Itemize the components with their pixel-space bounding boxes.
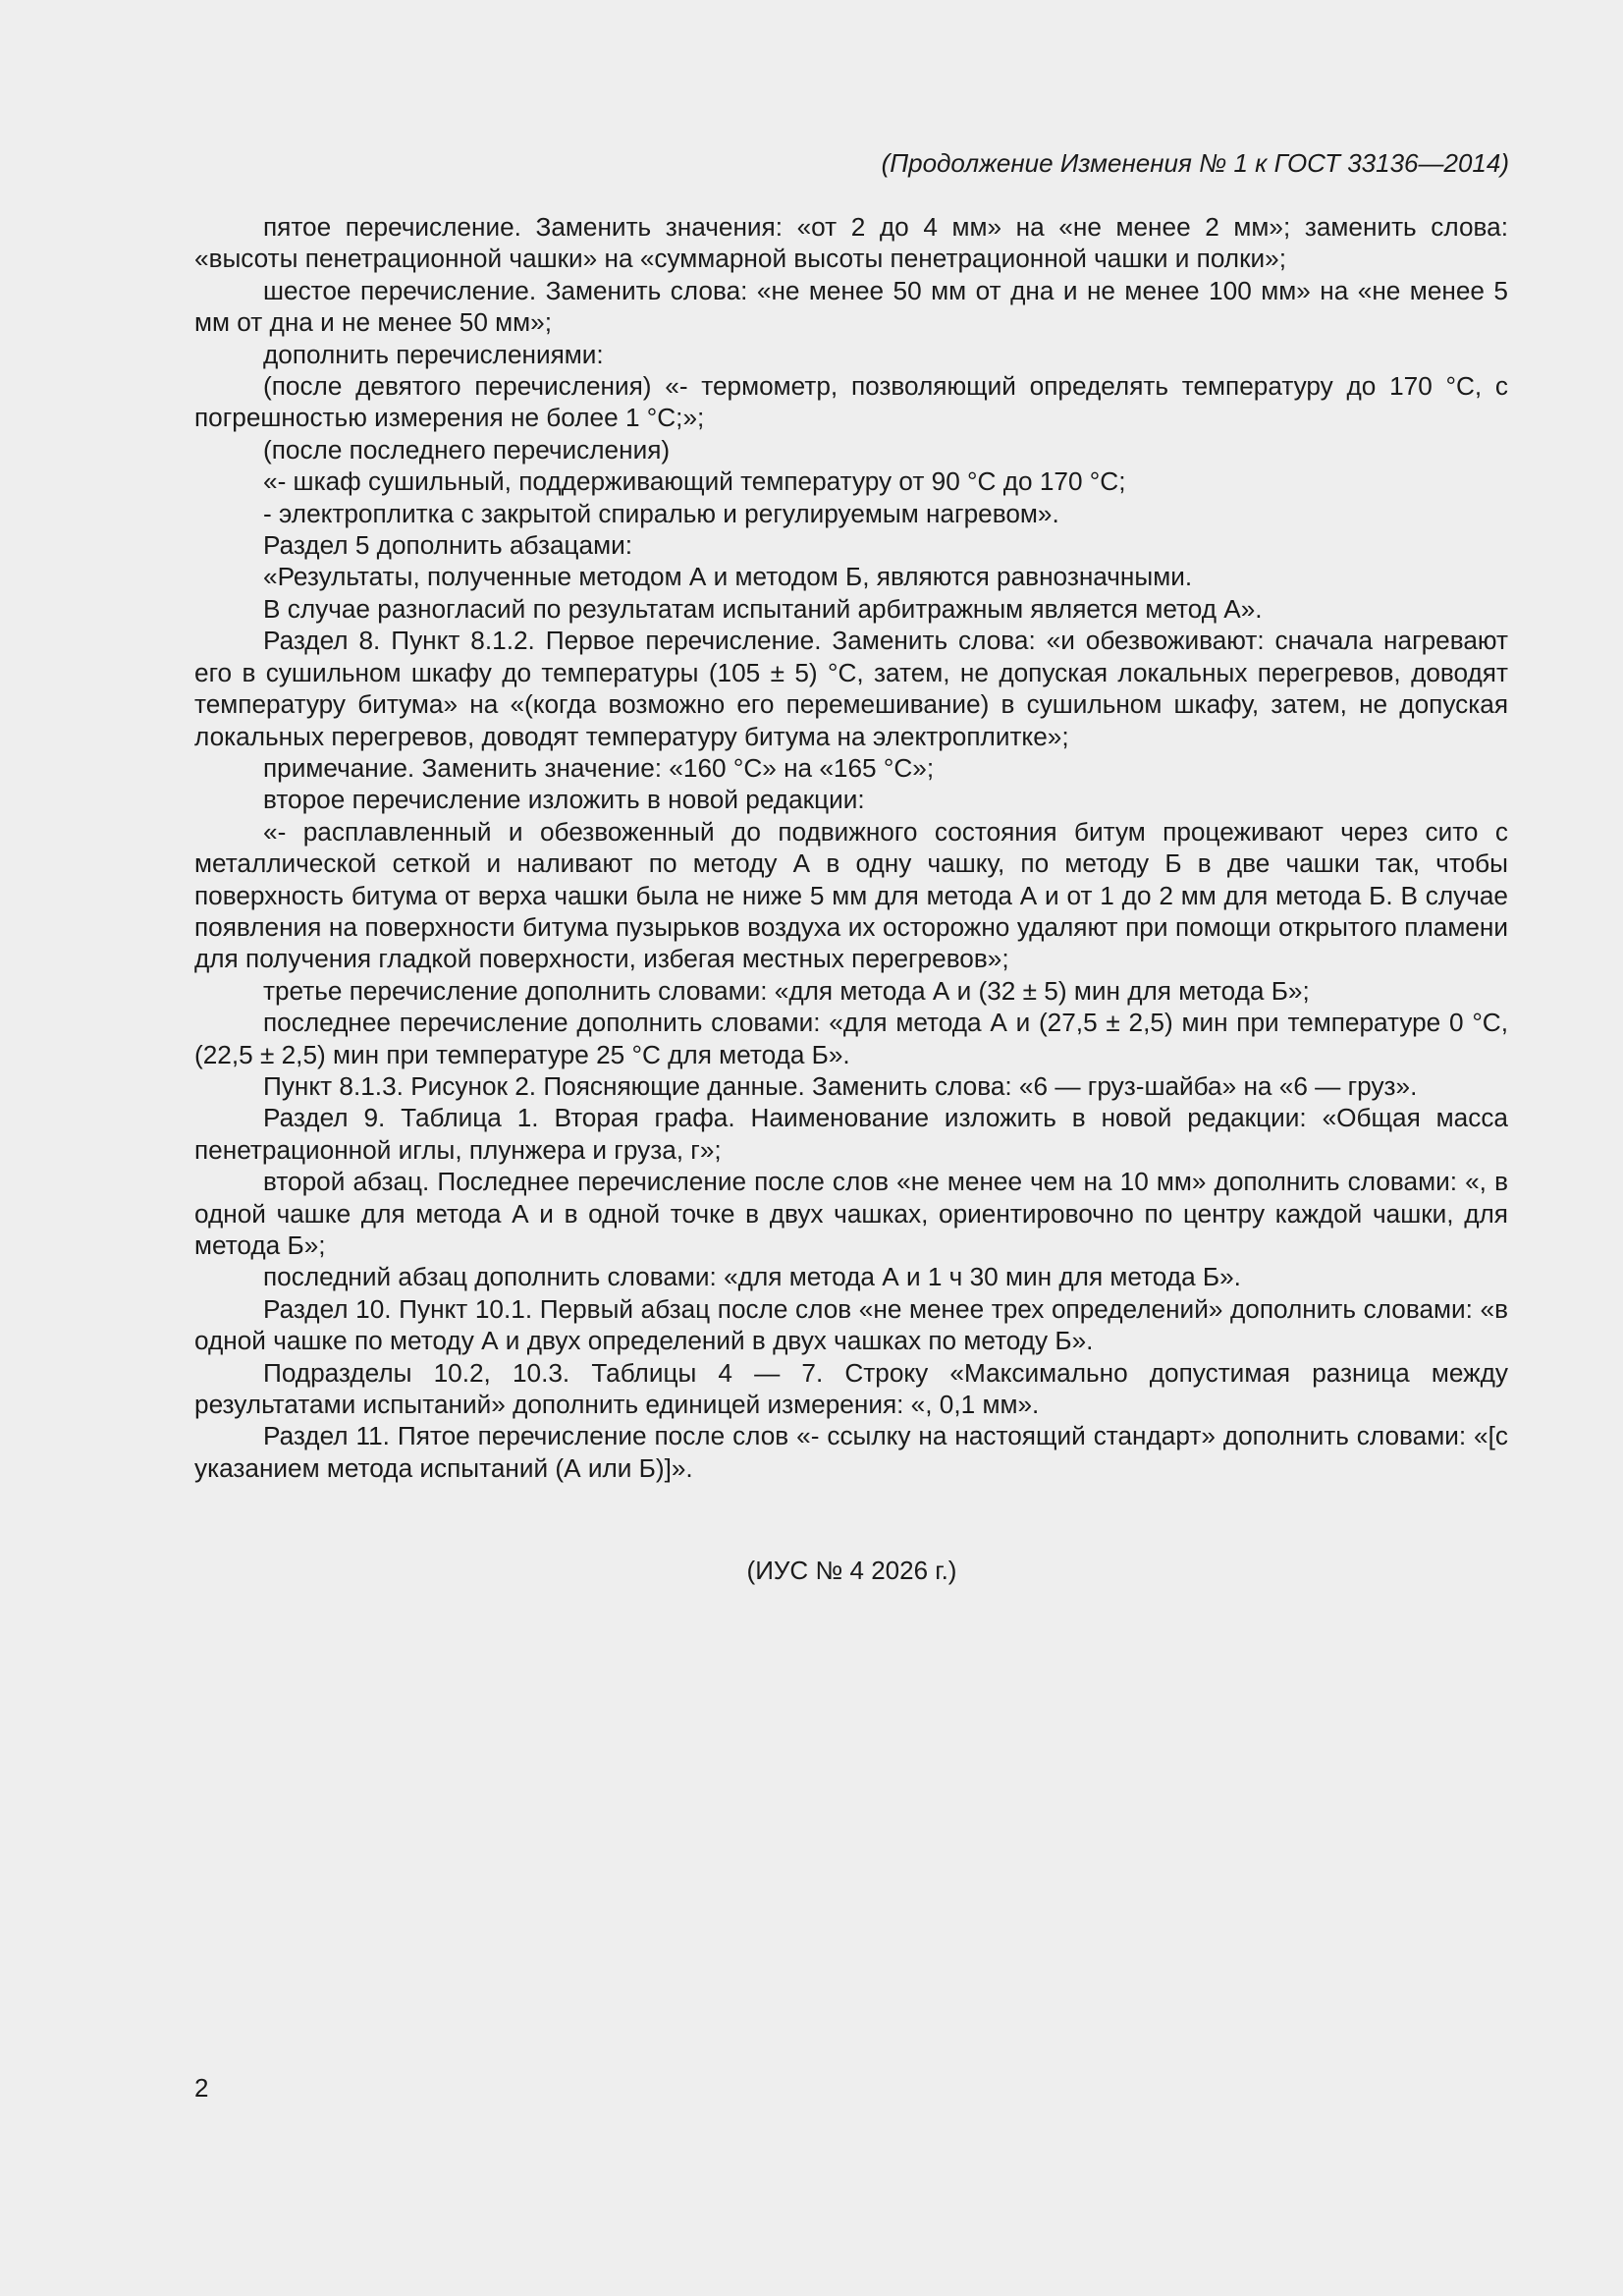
paragraph: третье перечисление дополнить словами: «для метода А и (32 ± 5) мин для метода Б»; xyxy=(263,975,1310,1006)
paragraph: второе перечисление изложить в новой редакции: xyxy=(263,785,865,815)
paragraph: примечание. Заменить значение: «160 °С» на «165 °С»; xyxy=(263,752,935,783)
paragraph: шестое перечисление. Заменить слова: «не менее 50 мм от дна и не менее 100 мм» на «не менее 5 мм от дна и не менее 50 мм»; xyxy=(194,275,1508,338)
paragraph: последнее перечисление дополнить словами: «для метода А и (27,5 ± 2,5) мин при температуре 0 °С, (22,5 ± 2,5) мин при температуре 25 °С для метода Б». xyxy=(194,1008,1508,1069)
paragraph: (после последнего перечисления) xyxy=(263,434,671,465)
ius-note: (ИУС № 4 2026 г.) xyxy=(746,1556,957,1585)
paragraph: Раздел 8. Пункт 8.1.2. Первое перечисление. Заменить слова: «и обезвоживают: сначала нагревают его в сушильном шкафу до температуры (105 ± 5) °С, затем, не допуская локальных перегревов, доводят температуру битума» на «(когда возможно его перемешивание) в сушильном шкафу, затем, не допуская локальных перегревов, доводят температуру битума на электроплитке»; xyxy=(194,626,1508,751)
paragraph: «- расплавленный и обезвоженный до подвижного состояния битум процеживают через сито с металлической сеткой и наливают по методу А в одну чашку, по методу Б в две чашки так, чтобы поверхность битума от верха чашки была не ниже 5 мм для метода А и от 1 до 2 мм для метода Б. В случае появления на поверхности битума пузырьков воздуха их осторожно удаляют при помощи открытого пламени для получения гладкой поверхности, избегая местных перегревов»; xyxy=(194,816,1508,974)
page-header: (Продолжение Изменения № 1 к ГОСТ 33136—2014) xyxy=(881,148,1509,178)
paragraph: второй абзац. Последнее перечисление после слов «не менее чем на 10 мм» дополнить словами: «, в одной чашке для метода А и в одной точке в двух чашках, ориентировочно по центру каждой чашки, для метода Б»; xyxy=(194,1167,1508,1260)
paragraph: пятое перечисление. Заменить значения: «от 2 до 4 мм» на «не менее 2 мм»; заменить слова: «высоты пенетрационной чашки» на «суммарной высоты пенетрационной чашки и полки»; xyxy=(194,212,1508,274)
paragraph: Раздел 11. Пятое перечисление после слов «- ссылку на настоящий стандарт» дополнить словами: «[с указанием метода испытаний (А или Б)]». xyxy=(194,1421,1508,1483)
paragraph: Пункт 8.1.3. Рисунок 2. Поясняющие данные. Заменить слова: «6 — груз-шайба» на «6 — груз». xyxy=(263,1070,1418,1101)
paragraph: Раздел 10. Пункт 10.1. Первый абзац после слов «не менее трех определений» дополнить словами: «в одной чашке по методу А и двух определений в двух чашках по методу Б». xyxy=(194,1293,1508,1356)
paragraph: Раздел 9. Таблица 1. Вторая графа. Наименование изложить в новой редакции: «Общая масса пенетрационной иглы, плунжера и груза, г»; xyxy=(194,1103,1508,1165)
paragraph: «- шкаф сушильный, поддерживающий температуру от 90 °С до 170 °С; xyxy=(263,466,1126,497)
document-body xyxy=(194,211,1508,1484)
paragraph: дополнить перечислениями: xyxy=(263,339,604,369)
paragraph: «Результаты, полученные методом А и методом Б, являются равнозначными. xyxy=(263,562,1193,592)
paragraph: В случае разногласий по результатам испытаний арбитражным является метод А». xyxy=(263,593,1263,624)
page-number: 2 xyxy=(194,2073,209,2103)
paragraph: Подразделы 10.2, 10.3. Таблицы 4 — 7. Строку «Максимально допустимая разница между результатами испытаний» дополнить единицей измерения: «, 0,1 мм». xyxy=(194,1357,1508,1420)
paragraph: Раздел 5 дополнить абзацами: xyxy=(263,530,632,561)
paragraph: - электроплитка с закрытой спиралью и регулируемым нагревом». xyxy=(263,498,1059,528)
paragraph: последний абзац дополнить словами: «для метода А и 1 ч 30 мин для метода Б». xyxy=(263,1262,1241,1292)
paragraph: (после девятого перечисления) «- термометр, позволяющий определять температуру до 170 °С, с погрешностью измерения не более 1 °С;»; xyxy=(194,371,1508,433)
